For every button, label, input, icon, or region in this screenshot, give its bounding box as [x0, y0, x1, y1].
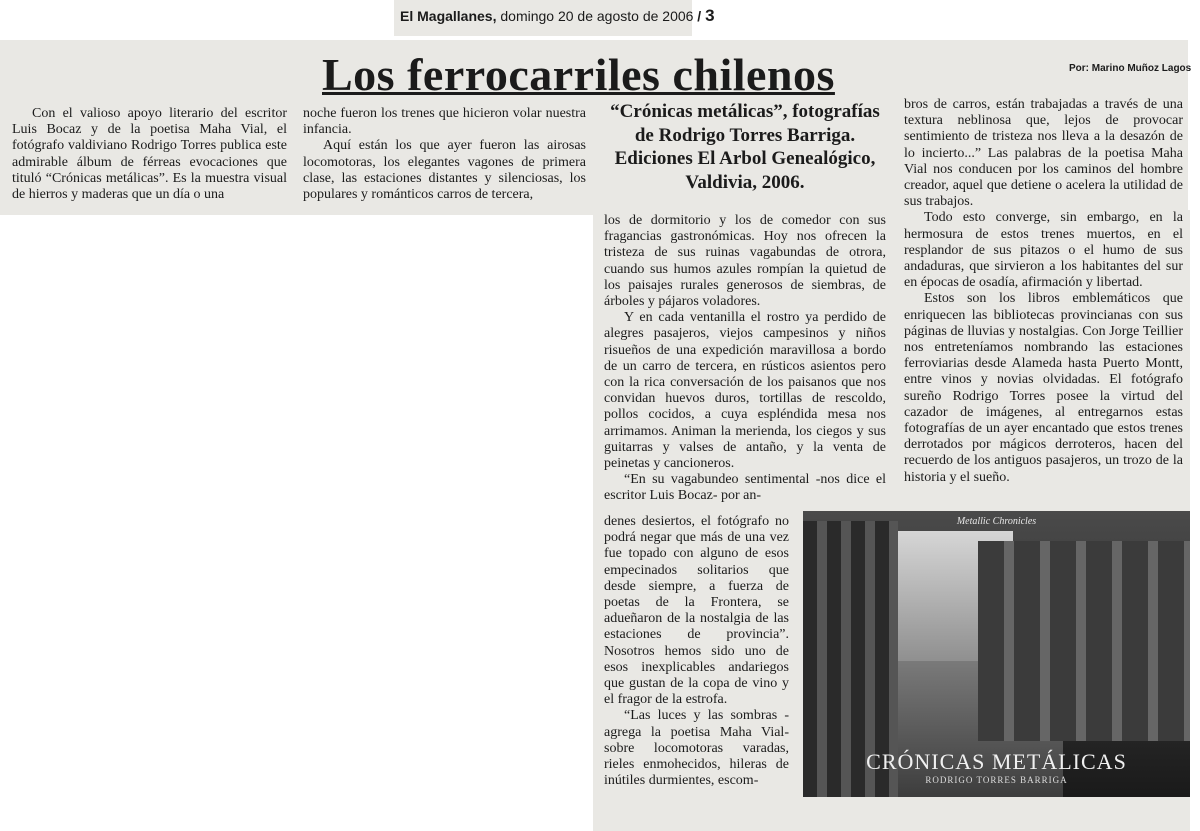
col4-paragraph-3: Estos son los libros emblemáticos que enriquecen las bibliotecas provincianas con sus páginas de lluvias y nostalgias. Con Jorge Teillier nos entreteníamos nombrando las estaciones ferroviarias desde Alameda hasta Puerto Montt, entre vinos y novias olvidadas. El fotógrafo sureño Rodrigo Torres posee la virtud del cazador de imágenes, al entregarnos estas fotografías de un ayer encantado que estos trenes derrotados por mágicos derroteros, hacen del recuerdo de los antiguos pasajeros, un trozo de la historia y el sueño.	[904, 291, 1183, 485]
cover-top-caption: Metallic Chronicles	[956, 516, 1037, 527]
cover-title: CRÓNICAS METÁLICAS	[866, 749, 1127, 774]
article-byline: Por: Marino Muñoz Lagos	[1069, 63, 1192, 74]
article-subtitle: “Crónicas metálicas”, fotografías de Rodrigo Torres Barriga. Ediciones El Arbol Genealógico, Valdivia, 2006.	[610, 101, 880, 193]
masthead-separator: /	[693, 8, 706, 24]
col2-paragraph-2: Aquí están los que ayer fueron las airosas locomotoras, los elegantes vagones de primera clase, las estaciones distantes y silenciosas, los populares y románticos carros de tercera,	[303, 138, 586, 203]
cover-author: RODRIGO TORRES BARRIGA	[925, 775, 1068, 785]
col4-paragraph-1: bros de carros, están trabajadas a través de una textura neblinosa que, lejos de provocar sentimiento de tristeza nos lleva a la desazón de lo incierto...” Las palabras de la poetisa Maha Vial nos conducen por los caminos del hombre creador, aquel que detiene o acelera la utilidad de sus trabajos.	[904, 97, 1183, 210]
issue-date: domingo 20 de agosto de 2006	[500, 8, 694, 24]
col3-paragraph-1: los de dormitorio y los de comedor con sus fragancias gastronómicas. Hoy nos ofrecen la tristeza de sus ruinas vagabundas de otrora, cuando sus humos azules rompían la quietud de los paisajes rurales generosos de siembras, de árboles y pájaros voladores.	[604, 213, 886, 310]
col3-paragraph-2: Y en cada ventanilla el rostro ya perdido de alegres pasajeros, viejos campesinos y niños risueños de una expedición maravillosa a bordo de un carro de tercera, en rústicos asientos pero con la rica conversación de los paisanos que nos convidan huevos duros, tortillas de rescoldo, pollos cocidos, a cuya espléndida mesa nos arrimamos. Animan la merienda, los ciegos y sus guitarras y valses de antaño, y la venta de peinetas y cancioneros.	[604, 310, 886, 472]
column-3-bottom	[604, 514, 789, 789]
book-cover-photo	[803, 511, 1190, 797]
column-2	[303, 106, 586, 203]
col3-paragraph-4: “Las luces y las sombras -agrega la poetisa Maha Vial- sobre locomotoras varadas, rieles enmohecidos, hileras de inútiles durmientes, escom-	[604, 708, 789, 789]
column-3-top	[604, 213, 886, 505]
article-headline: Los ferrocarriles chilenos	[322, 49, 835, 100]
page-number: 3	[705, 6, 715, 25]
col4-paragraph-2: Todo esto converge, sin embargo, en la hermosura de estos trenes muertos, en el resplandor de sus pitazos o el humo de sus andaduras, que sirvieron a los habitantes del sur en épocas de osadía, afirmación y libertad.	[904, 210, 1183, 291]
col2-paragraph-1: noche fueron los trenes que hicieron volar nuestra infancia.	[303, 106, 586, 138]
col3-paragraph-3-continued: denes desiertos, el fotógrafo no podrá negar que más de una vez fue topado con alguno de esos empecinados solitarios que desde siempre, a fuerza de poetas de la Frontera, se adueñaron de la nostalgia de las estaciones de provincia”. Nosotros hemos sido uno de esos inexplicables andariegos que gustan de la copa de vino y el fragor de la estrofa.	[604, 514, 789, 708]
column-4	[904, 97, 1183, 486]
masthead-line	[400, 6, 715, 26]
column-1	[12, 106, 287, 203]
col3-paragraph-3: “En su vagabundeo sentimental -nos dice el escritor Luis Bocaz- por an-	[604, 472, 886, 504]
newspaper-name: El Magallanes,	[400, 8, 497, 24]
photo-right-railcar	[978, 541, 1190, 741]
masthead-clip	[394, 0, 715, 36]
col1-paragraph-1: Con el valioso apoyo literario del escritor Luis Bocaz y de la poetisa Maha Vial, el fotógrafo valdiviano Rodrigo Torres publica este admirable álbum de férreas evocaciones que tituló “Crónicas metálicas”. Es la muestra visual de hierros y maderas que un día o una	[12, 106, 287, 203]
